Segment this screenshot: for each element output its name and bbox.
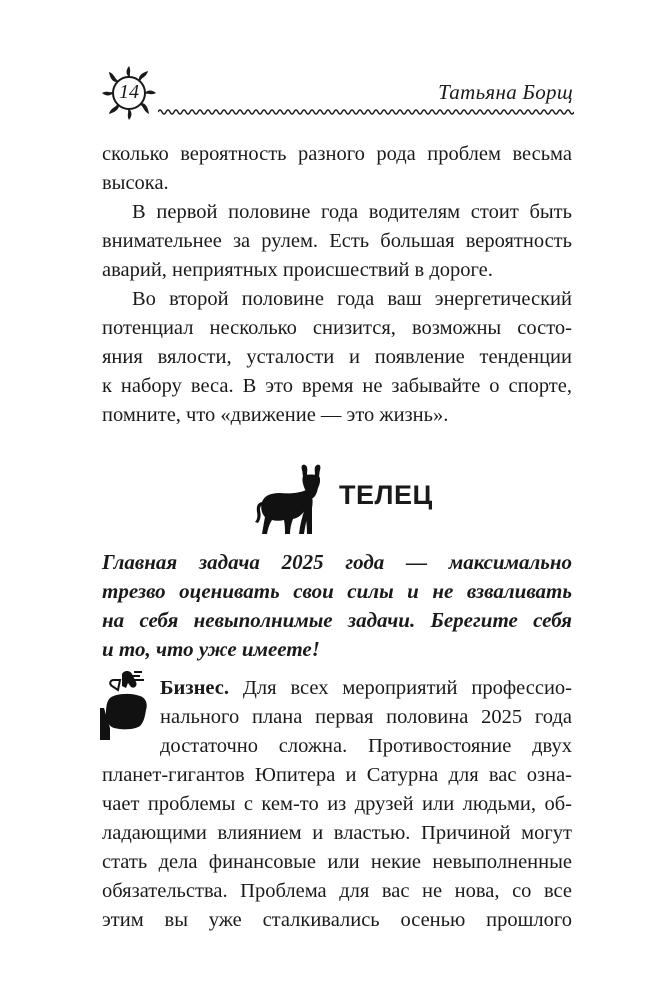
text-line: высока. bbox=[102, 172, 169, 194]
header-wavy-rule bbox=[158, 106, 574, 118]
running-header-author: Татьяна Борщ bbox=[438, 80, 573, 104]
page-number: 14 bbox=[119, 81, 139, 103]
text-line: Во второй половине года ваш энергетический bbox=[132, 288, 572, 310]
text-line: В первой половине года водителям стоит быть bbox=[132, 201, 572, 223]
text-line: этим вы уже сталкивались осенью прошлого bbox=[102, 909, 572, 931]
business-first-line-rest: Для всех мероприятий профессио- bbox=[229, 677, 572, 699]
text-line: сколько вероятность разного рода проблем весьма bbox=[102, 143, 572, 165]
text-line: внимательнее за рулем. Есть большая вероятность bbox=[102, 230, 572, 252]
business-paragraph bbox=[102, 674, 572, 935]
text-line: яния вялости, усталости и появление тенденции bbox=[102, 346, 572, 368]
motto-line: на себя невыполнимые задачи. Берегите себя bbox=[102, 608, 572, 632]
bull-icon bbox=[250, 462, 332, 544]
section-motto bbox=[102, 548, 572, 664]
text-line: помните, что «движение — это жизнь». bbox=[102, 404, 449, 426]
text-line: планет-гигантов Юпитера и Сатурна для вас озна- bbox=[102, 764, 572, 786]
intro-paragraphs bbox=[102, 140, 572, 430]
text-line: обязательства. Проблема для вас не нова, со все bbox=[102, 880, 572, 902]
text-line: чает проблемы с кем-то из друзей или людьми, об- bbox=[102, 793, 572, 815]
text-line bbox=[102, 674, 572, 703]
text-line: нального плана первая половина 2025 года bbox=[160, 706, 572, 728]
text-line: стать дела финансовые или некие невыполненные bbox=[102, 851, 572, 873]
motto-line: трезво оценивать свои силы и не взваливать bbox=[102, 579, 572, 603]
text-line: к набору веса. В это время не забывайте о спорте, bbox=[102, 375, 572, 397]
business-lead: Бизнес. bbox=[160, 677, 229, 699]
text-line: потенциал несколько снизится, возможны состо- bbox=[102, 317, 572, 339]
motto-line: Главная задача 2025 года — максимально bbox=[102, 550, 572, 574]
text-line: достаточно сложна. Противостояние двух bbox=[160, 735, 572, 757]
text-line: ладающими влиянием и властью. Причиной могут bbox=[102, 822, 572, 844]
section-title: ТЕЛЕЦ bbox=[339, 480, 433, 510]
text-line: аварий, неприятных происшествий в дороге. bbox=[102, 259, 493, 281]
motto-line: и то, что уже имеете! bbox=[102, 637, 320, 661]
